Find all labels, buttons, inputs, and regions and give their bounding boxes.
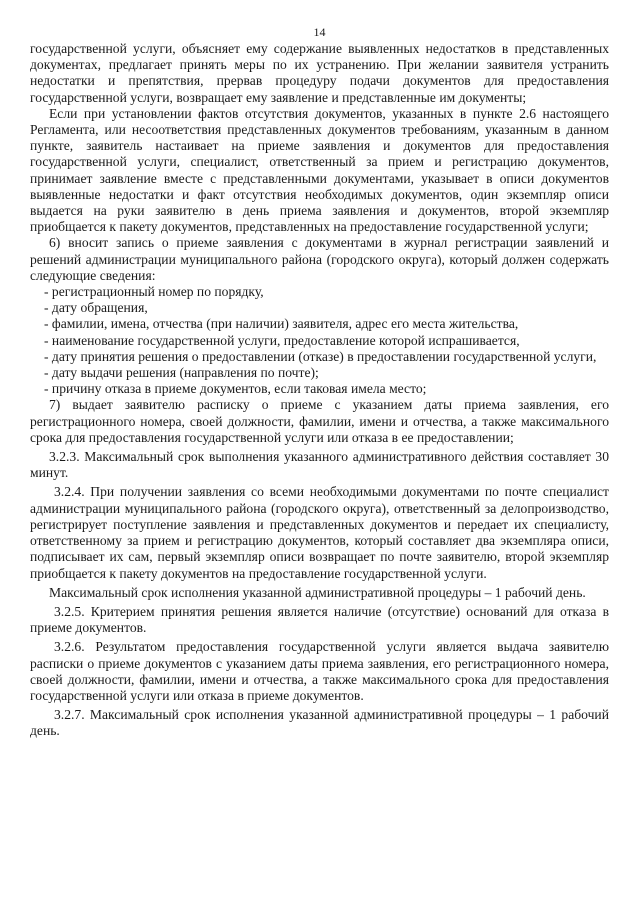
paragraph-max-time: Максимальный срок исполнения указанной административной процедуры – 1 рабочий день. bbox=[49, 584, 586, 600]
list-item: - дату принятия решения о предоставлении (отказе) в предоставлении государственной услуги, bbox=[44, 348, 597, 364]
list-item: - наименование государственной услуги, предоставление которой испрашивается, bbox=[44, 332, 520, 348]
paragraph-item-7: 7) выдает заявителю расписку о приеме с указанием даты приема заявления, его регистрационного номера, своей должности, фамилии, имени и отчества, а также максимального срока для предоставления государственной услуги или отказа в ее предоставлении; bbox=[30, 397, 609, 445]
paragraph-3-2-4: 3.2.4. При получении заявления со всеми необходимыми документами по почте специалист администрации муниципального района (городского округа), ответственный за делопроизводство, регистрирует поступление заявления и представленных документов и передает их специалисту, ответственному за прием и регистрацию документов, который составляет два экземпляра описи, подписывает их сам, первый экземпляр описи возвращает по почте заявителю, второй экземпляр приобщается к пакету документов на предоставление государственной услуги. bbox=[30, 484, 609, 581]
paragraph-3-2-6: 3.2.6. Результатом предоставления государственной услуги является выдача заявителю расписки о приеме документов с указанием даты приема заявления, его регистрационного номера, своей должности, фамилии, имени и отчества, а также максимального срока для предоставления государственной услуги или отказа в приеме документов. bbox=[30, 639, 609, 703]
list-item: - регистрационный номер по порядку, bbox=[44, 284, 264, 300]
paragraph-missing-documents: Если при установлении фактов отсутствия документов, указанных в пункте 2.6 настоящего Регламента, или несоответствия представленных документов требованиям, указанным в данном пункте, заявитель настаивает на приеме заявления и документов для предоставления государственной услуги, специалист, ответственный за прием и регистрацию документов, принимает заявление вместе с представленными документами, указывает в описи документов выявленные недостатки и факт отсутствия необходимых документов, один экземпляр описи выдается на руки заявителю в день приема заявления и документов, второй экземпляр приобщается к пакету документов, представленных на предоставление государственной услуги; bbox=[30, 105, 609, 235]
paragraph-item-6: 6) вносит запись о приеме заявления с документами в журнал регистрации заявлений и решений администрации муниципального района (городского округа), который должен содержать следующие сведения: bbox=[30, 235, 609, 283]
paragraph-3-2-5: 3.2.5. Критерием принятия решения является наличие (отсутствие) оснований для отказа в приеме документов. bbox=[30, 603, 609, 636]
list-item: - дату обращения, bbox=[44, 300, 148, 316]
list-item: - дату выдачи решения (направления по почте); bbox=[44, 365, 319, 381]
page-number: 14 bbox=[313, 25, 326, 39]
paragraph-continuation: государственной услуги, объясняет ему содержание выявленных недостатков в представленных документах, предлагает принять меры по их устранению. При желании заявителя устранить недостатки и препятствия, прервав процедуру подачи документов для предоставления государственной услуги, возвращает ему заявление и представленные им документы; bbox=[30, 41, 609, 105]
list-item: - причину отказа в приеме документов, если таковая имела место; bbox=[44, 381, 427, 397]
paragraph-3-2-7: 3.2.7. Максимальный срок исполнения указанной административной процедуры – 1 рабочий день. bbox=[30, 707, 609, 739]
paragraph-3-2-3: 3.2.3. Максимальный срок выполнения указанного административного действия составляет 30 минут. bbox=[30, 449, 609, 481]
document-body bbox=[30, 41, 609, 740]
list-item: - фамилии, имена, отчества (при наличии) заявителя, адрес его места жительства, bbox=[44, 316, 519, 332]
